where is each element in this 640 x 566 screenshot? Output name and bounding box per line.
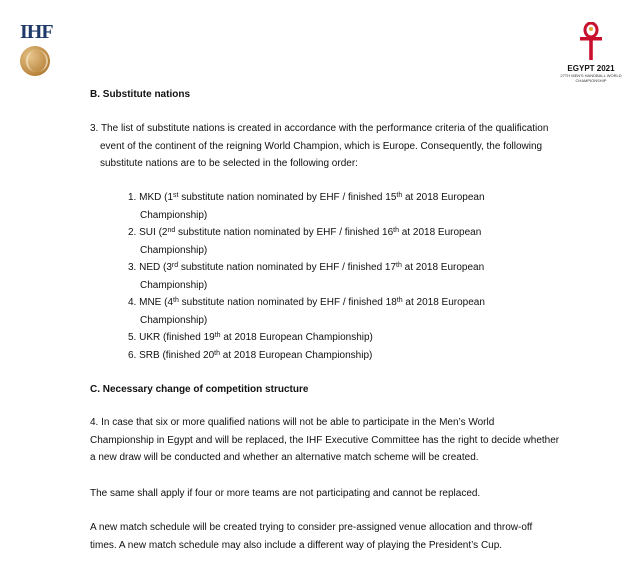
list-item: 2. SUI (2nd substitute nation nominated by EHF / finished 16th at 2018 European Championship) xyxy=(128,227,482,256)
paragraph-3: 3. The list of substitute nations is created in accordance with the performance criteria of the qualification event of the continent of the reigning World Champion, which is Europe. Consequently, the following substitute nations are to be selected in the following order: xyxy=(90,123,549,169)
list-item: 6. SRB (finished 20th at 2018 European Championship) xyxy=(128,349,373,361)
list-item: 1. MKD (1st substitute nation nominated by EHF / finished 15th at 2018 European Championship) xyxy=(128,192,485,221)
egypt-logo-subtitle: 27TH MEN'S HANDBALL WORLD CHAMPIONSHIP xyxy=(560,73,622,83)
section-c-heading: C. Necessary change of competition structure xyxy=(90,384,309,395)
paragraph-same-rule: The same shall apply if four or more teams are not participating and cannot be replaced. xyxy=(90,488,481,499)
ihf-logo xyxy=(18,22,52,82)
substitute-nations-list xyxy=(128,189,548,364)
egypt-logo-title: EGYPT 2021 xyxy=(567,64,615,73)
section-b-heading: B. Substitute nations xyxy=(90,89,190,100)
ihf-logo-text: IHF xyxy=(20,21,53,43)
list-item: 4. MNE (4th substitute nation nominated by EHF / finished 18th at 2018 European Championship) xyxy=(128,297,485,326)
handball-icon xyxy=(20,46,50,76)
paragraph-match-schedule: A new match schedule will be created trying to consider pre-assigned venue allocation and throw-off times. A new match schedule may also include a different way of playing the President’s Cup. xyxy=(90,522,533,551)
ankh-icon xyxy=(578,22,604,62)
paragraph-4: 4. In case that six or more qualified nations will not be able to participate in the Men’s World Championship in Egypt and will be replaced, the IHF Executive Committee has the right to decide whether a new draw will be conducted and whether an alternative match scheme will be created. xyxy=(90,417,560,463)
egypt-2021-logo xyxy=(556,22,626,92)
list-item: 3. NED (3rd substitute nation nominated by EHF / finished 17th at 2018 European Championship) xyxy=(128,262,485,291)
list-item: 5. UKR (finished 19th at 2018 European Championship) xyxy=(128,332,373,343)
